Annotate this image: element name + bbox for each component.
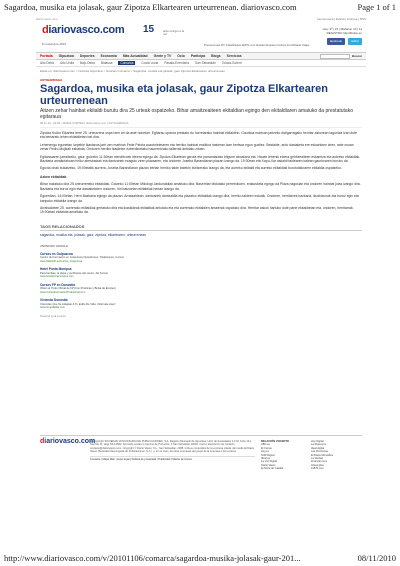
footer-legal-text: © Copyright SOCIEDAD VASCONGADA DE PUBLICACIONES, S.A. Registro Mercantil de Gipuzkoa, Libro de Sociedades 1-1ºM, Folio 141, Sección 8ª, Hoja SS-14582. Domicilio social en Camino de Portuetxe, 2 San Sebastián 20018. Correo electrónico de contacto: contacto@diariovasco.com. Copyright © Diario Vasco, S.L., San Sebastián, 2008. Incluye contenidos de la empresa citada, del medio El Diario Vasco (Sociedad Vascongada de Publicaciones, S.A.), y, en su caso, de otras empresas del grupo de la empresa o de terceros. <box>90 440 255 453</box>
sub-navigation <box>36 60 366 67</box>
subnav-tolosa[interactable]: Tolosa-Goierri <box>221 60 242 65</box>
nav-servicios[interactable]: Servicios <box>226 53 242 58</box>
print-page-number: Page 1 of 1 <box>357 2 396 12</box>
subnav-alto-urola[interactable]: Alto Urola <box>60 60 74 65</box>
ads-title: ANUNCIOS GOOGLE <box>40 244 68 249</box>
article-paragraph: Eguerdian, 14:00etan, Herri Bazkaria egingo da plazan. Arratsaldean, dantzariek dantzaldia eta plazatxo ekitaldiak izango dira, herriko taldeen eskutik. Ondoren, herritarrek bazkaria, ikuskizunak eta buruz egin eta kanpoko ekitaldia izango da. <box>40 194 359 203</box>
article-paragraph: Bihar bukatuko dira 25.urteurreneko ekitaldiak. Goizeko 11:00etan Mikologi Jardunaldiak amaituko dira. Baserritar bildutako perretxikoen, erakusketa egingo da Plaza nagusian eta ondoren hainbat jolas izango dira. Bazkaria eta buruz egin eta dastaketaren ondoren, hiri batzuetan ekitaldiak bertan izango da. <box>40 182 361 191</box>
web-page <box>36 14 366 544</box>
article-paragraph: Arratsaldeen 25. aurrerako ekitaldiak gertatuko dira eta ikaskideak ekitaldiak antolatu eta eta aurrerako ekitaldien amaierak ospatuko dira. Herritar askok hartuko dute parte ekitaldietan eta, ondoren, herritarrak, 19:00etan ekitaldia amaituko da. <box>40 206 354 215</box>
footer-link[interactable]: El Correo <box>261 446 272 450</box>
article-headline: Sagardoa, musika eta jolasak, gaur Zipotza Elkartearen urteurrenean <box>40 83 328 108</box>
nav-gipuzkoa[interactable]: Gipuzkoa <box>58 53 74 58</box>
social-links <box>327 38 362 45</box>
footer-links[interactable]: Contacte | Mapa Web | Aviso legal | Política de privacidad | Publicidad | Master El Correo <box>90 456 255 461</box>
footer-logo[interactable]: diariovasco.com <box>40 438 96 445</box>
ad-url[interactable]: www.CursosFormacionProfesional.com <box>40 290 86 294</box>
nav-participa[interactable]: Participa <box>190 53 206 58</box>
ad-item[interactable] <box>40 252 162 265</box>
footer-link[interactable]: La Rioja.com <box>311 443 327 447</box>
footer-link[interactable]: La Voz Digital <box>261 460 277 464</box>
footer-link[interactable]: Finanzas.com <box>311 460 328 464</box>
footer-col-title: RELACIÓN VOCENTO <box>261 440 290 443</box>
related-tags <box>36 225 366 238</box>
footer-col-more <box>311 440 355 471</box>
footer-link[interactable]: ABC.es <box>261 443 270 447</box>
footer-link[interactable]: Infoempleo <box>311 463 324 467</box>
top-bar <box>36 14 366 22</box>
twitter-button[interactable]: twitter <box>348 38 362 45</box>
top-links[interactable]: Hemeroteca | Edición impresa | RSS <box>317 17 366 22</box>
ad-text: Centro de Formación en Guipuzcoa Oposiciones, Titulaciones, Cursos <box>40 256 124 260</box>
print-url: http://www.diariovasco.com/v/20101106/comarca/sagardoa-musika-jolasak-gaur-201... <box>4 553 301 563</box>
footer-link[interactable]: 11870.com <box>311 467 324 471</box>
services-links[interactable]: Promociones DV Clasificados 11870.com Hoteles Empleo Coches Inmobiliaria Viajes <box>204 43 310 47</box>
main-navigation <box>36 52 366 60</box>
weather-box <box>323 27 362 35</box>
top-site-link[interactable]: diariovasco.com <box>36 17 58 22</box>
article-paragraph: Lehenengo egunetan lurpekie ikastaroa jarri zen martxan Fede Pelota auzotoleietaren eta herriko hainbat eraikina hasieran izan bertsoa egun guztiez. Bestalde, ardo dastaketa ere eskaintzen ziren, aste osoan zehar Pedro Mujikak eskatuta. Ondoren herriko ikastetxe ezberdinetako haurrentzako tailerrak antolatu zituen. <box>40 142 354 152</box>
footer-link[interactable]: Las Provincias <box>311 450 328 454</box>
subnav-costa-urola[interactable]: Costa Urola <box>141 60 159 65</box>
article-lead: Aitzen zehar hainbat ekitaldi burutu dira 25 urteak ospatzeko. Bihar amaitzeaiteen ekitaldian egingo den ekitaldiaren amaiuko da prestatutako egitaraua <box>40 108 353 120</box>
print-header <box>0 0 400 14</box>
nav-gente-tv[interactable]: Gente y TV <box>153 53 172 58</box>
article-subhead: Azken ekitaldiak <box>40 174 67 179</box>
print-page-title: Sagardoa, musika eta jolasak, gaur Zipotza Elkartearen urteurrenean. diariovasco.com <box>4 2 297 12</box>
footer-link[interactable]: El Diario Montañés <box>311 453 333 457</box>
masthead-date: 8 noviembre 2010 <box>42 42 67 46</box>
nav-deportes[interactable]: Deportes <box>79 53 95 58</box>
footer-link[interactable]: La Verdad <box>311 457 323 461</box>
article-body <box>40 131 362 215</box>
nav-ocio[interactable]: Ocio <box>177 53 185 58</box>
ad-item[interactable] <box>40 298 162 311</box>
registro-link[interactable]: REGISTRO Identifícate en <box>326 31 362 36</box>
tag-list[interactable]: sagardoa, musika eta, jolasak, gaur, zipotza, elkartearen, urteurrenean <box>40 233 147 238</box>
footer-link[interactable]: El Norte de Castilla <box>261 467 284 471</box>
subnav-bidasoa[interactable]: Bidasoa <box>100 60 113 65</box>
nav-economia[interactable]: Economía <box>100 53 117 58</box>
footer-main <box>90 440 255 471</box>
ad-url[interactable]: www.MasterD.es/Cursos_Guipuzcoa <box>40 259 83 263</box>
anniversary-badge: 15 <box>143 24 155 35</box>
site-footer <box>40 435 362 471</box>
article <box>36 78 366 215</box>
site-logo[interactable]: diariovasco.com <box>42 24 125 36</box>
print-footer <box>0 551 400 565</box>
breadcrumb: Estás en: diariovasco.com > Noticias Gipuzkoa > Noticias Comarca > Sagardoa, musika eta jolasak, gaur Zipotza Elkartearen urteurrenean <box>40 69 226 73</box>
search-input[interactable] <box>320 54 350 59</box>
article-paragraph: Egunia onak bukatzeko, 19:00etatik aurrera, Joseba Barandiaran plazan bertan herriko talde batekin bizitzerako izango da, eta aurreko ekitaldi eta aurreko ekitaldiak burututakoaren ekitaldia ospatzeko. <box>40 166 342 171</box>
nav-portada[interactable]: Portada <box>40 53 53 58</box>
subnav-comarca[interactable]: Comarca <box>120 60 134 65</box>
ad-url[interactable]: www.hotelpontamonipus.com <box>40 275 74 279</box>
ad-title[interactable]: Vivienda Donostia <box>40 298 68 303</box>
nav-blogs[interactable]: Blogs <box>211 53 221 58</box>
google-ads <box>36 244 166 320</box>
powered-by: Powered by ■ vocento <box>40 315 66 318</box>
search-button[interactable]: Buscar <box>351 53 362 58</box>
ad-item[interactable] <box>40 267 162 280</box>
article-byline: 06.11.10 - 02:36 - MARIA CORTES | diariovasco.com | ASTIGARRAGA <box>40 121 362 128</box>
footer-col-vocento <box>261 440 305 471</box>
article-paragraph: Zipotza Kultur Elkartea bere 25. urteurrena ospa tzen ari da aste honetan. Egitarau oparoa prestatu du horretarako hainbat ekitaldirin. Gaurkoa martxan jartzeko Astigarragako herritar askorean laguntza izan dute eta bertaratu lehen ekitaldietan bat dira. <box>40 130 358 140</box>
subnav-san-sebastian[interactable]: San Sebastián <box>195 60 216 65</box>
footer-link[interactable]: Hoy Digital <box>311 440 324 443</box>
ad-text: Para familias, la playa y purificarse del centro, del Kursal <box>40 271 108 275</box>
tags-title: TAGS RELACIONADOS <box>40 225 362 232</box>
footer-link[interactable]: Ideal.es <box>261 457 271 461</box>
subnav-bajo-deba[interactable]: Bajo Deba <box>80 60 95 65</box>
ad-url[interactable]: www.GrupoEibar.com <box>40 306 65 310</box>
nav-mas-actualidad[interactable]: Más Actualidad <box>122 53 148 58</box>
footer-link[interactable]: SUR Digital <box>261 453 275 457</box>
section-tag[interactable]: ASTIGARRAGA <box>40 77 63 82</box>
ad-title[interactable]: Cursos en Guipuzcoa <box>40 251 73 256</box>
subnav-alto-deba[interactable]: Alto Deba <box>40 60 54 65</box>
footer-link[interactable]: Ideal digital <box>311 446 325 450</box>
masthead <box>36 24 366 50</box>
ad-item[interactable] <box>40 283 162 296</box>
ad-title[interactable]: Hotel Ponta Monipus <box>40 267 72 272</box>
ad-title[interactable]: Cursos FP en Donostia <box>40 282 76 287</box>
article-paragraph: Egitarauaren jarraitzeko, gaur, goizeko 11:30ean menditxoek irteera egingo da. Zipotza Elkartean gerota eta parrandarako bilgune aboatzea eta. Hauek lehenik etxera gehitzeaiteen eskaintza eta antzeko ekitaldiak. Bazkaria amaitutakoan hiriko abesbatzak eta dantzariek ezagutu ziren plazaaren, eta ondoren Joseba Barandiaran plazan izango da. 19:30ean eta Xapu-Xar askaldi taldearen kalean gaurkoaren buruko da. <box>40 154 361 163</box>
ad-text: Viviendas Que Se Adaptan A Tu Estilo De Vida. Infórmate Aquí! <box>40 303 116 306</box>
weather-text: Hoy: 9º | 15 | Mañana: 10 | 11 <box>322 27 362 31</box>
print-date: 08/11/2010 <box>357 553 396 563</box>
facebook-button[interactable]: facebook <box>327 38 345 45</box>
subnav-pasaia[interactable]: Pasaia-Errenteria <box>164 60 190 65</box>
anniversary-text: años contigo en la red <box>163 30 185 36</box>
footer-link[interactable]: Diario Vasco <box>261 463 276 467</box>
ad-text: Obtén el Título Oficial de FP.(Con Prácticas y Bolsa de Empleo) <box>40 287 116 291</box>
search-box <box>320 54 362 59</box>
footer-link[interactable]: Hoy.es <box>261 450 269 454</box>
